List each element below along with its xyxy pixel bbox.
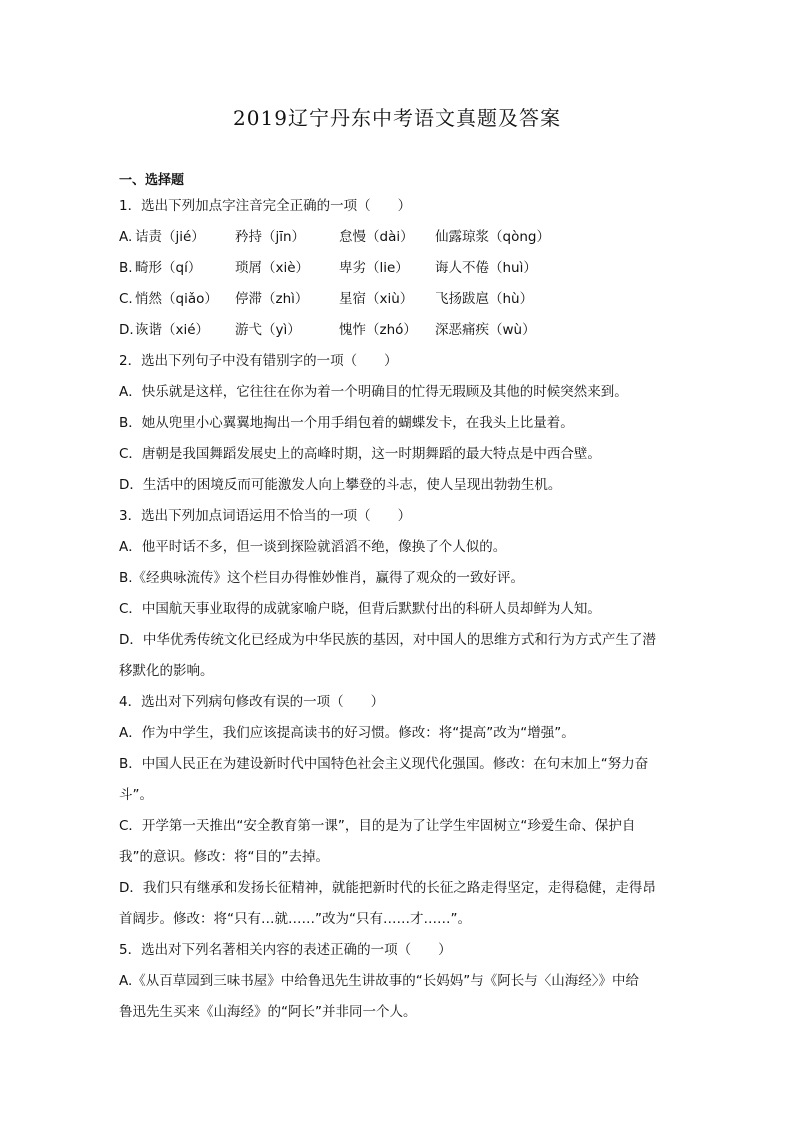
option-item: 游弋（yì） (235, 322, 301, 338)
question-3-option-d-continued: 移默化的影响。 (119, 663, 214, 679)
question-4-option-c: C．开学第一天推出“安全教育第一课”，目的是为了让学生牢固树立“珍爱生命、保护自 (119, 818, 636, 834)
question-3-stem: 3．选出下列加点词语运用不恰当的一项（ ） (119, 508, 412, 524)
question-3-option-c: C．中国航天事业取得的成就家喻户晓，但背后默默付出的科研人员却鲜为人知。 (119, 601, 601, 617)
question-4-option-a: A．作为中学生，我们应该提高读书的好习惯。修改：将“提高”改为“增强”。 (119, 725, 575, 741)
option-item: 怠慢（dài） (339, 229, 414, 245)
question-1-option-b (119, 258, 679, 278)
section-heading: 一、选择题 (119, 173, 185, 188)
option-item: 畸形（qí） (135, 260, 202, 276)
question-2-stem: 2．选出下列句子中没有错别字的一项（ ） (119, 353, 398, 369)
question-4-option-d-continued: 首阔步。修改：将“只有…就……”改为“只有……才……”。 (119, 911, 471, 927)
question-3-option-b: B.《经典咏流传》这个栏目办得惟妙惟肖，赢得了观众的一致好评。 (119, 570, 525, 586)
option-item: 停滞（zhì） (235, 291, 309, 307)
option-item: 愧怍（zhó） (339, 322, 417, 338)
question-3-option-d: D．中华优秀传统文化已经成为中华民族的基因，对中国人的思维方式和行为方式产生了潜 (119, 632, 656, 648)
option-label: B. (119, 260, 133, 276)
option-label: C. (119, 291, 133, 307)
option-item: 诙谐（xié） (135, 322, 210, 338)
question-5-option-a: A.《从百草园到三味书屋》中给鲁迅先生讲故事的“长妈妈”与《阿长与〈山海经〉》中给 (119, 973, 640, 989)
option-item: 悄然（qiǎo） (135, 291, 218, 307)
question-4-option-b-continued: 斗”。 (119, 787, 153, 803)
option-item: 仙露琼浆（qòng） (435, 229, 550, 245)
option-item: 矜持（jīn） (235, 229, 306, 245)
option-item: 卑劣（lie） (339, 260, 409, 276)
option-item: 深恶痛疾（wù） (435, 322, 536, 338)
option-item: 琐屑（xiè） (235, 260, 310, 276)
question-5-option-a-continued: 鲁迅先生买来《山海经》的“阿长”并非同一个人。 (119, 1004, 417, 1020)
question-5-stem: 5．选出对下列名著相关内容的表述正确的一项（ ） (119, 942, 452, 958)
option-item: 星宿（xiù） (339, 291, 414, 307)
question-1-option-a (119, 227, 679, 247)
option-label: D. (119, 322, 134, 338)
option-item: 飞扬跋扈（hù） (435, 291, 534, 307)
question-1-option-c (119, 289, 679, 309)
document-title: 2019辽宁丹东中考语文真题及答案 (233, 106, 561, 130)
question-1-stem: 1．选出下列加点字注音完全正确的一项（ ） (119, 198, 412, 214)
question-4-stem: 4．选出对下列病句修改有误的一项（ ） (119, 694, 385, 710)
question-2-option-d: D．生活中的困境反而可能激发人向上攀登的斗志，使人呈现出勃勃生机。 (119, 477, 562, 493)
question-1-option-d (119, 320, 679, 340)
question-3-option-a: A．他平时话不多，但一谈到探险就滔滔不绝，像换了个人似的。 (119, 539, 507, 555)
question-2-option-b: B．她从兜里小心翼翼地掏出一个用手绢包着的蝴蝶发卡，在我头上比量着。 (119, 415, 574, 431)
document-body (119, 196, 679, 1033)
option-item: 诲人不倦（huì） (435, 260, 537, 276)
question-2-option-a: A．快乐就是这样，它往往在你为着一个明确目的忙得无瑕顾及其他的时候突然来到。 (119, 384, 628, 400)
question-2-option-c: C．唐朝是我国舞蹈发展史上的高峰时期，这一时期舞蹈的最大特点是中西合壁。 (119, 446, 601, 462)
option-item: 诘责（jié） (135, 229, 205, 245)
question-4-option-d: D．我们只有继承和发扬长征精神，就能把新时代的长征之路走得坚定，走得稳健，走得昂 (119, 880, 656, 896)
question-4-option-b: B．中国人民正在为建设新时代中国特色社会主义现代化强国。修改：在句末加上“努力奋 (119, 756, 649, 772)
question-4-option-c-continued: 我”的意识。修改：将“目的”去掉。 (119, 849, 329, 865)
option-label: A. (119, 229, 133, 245)
